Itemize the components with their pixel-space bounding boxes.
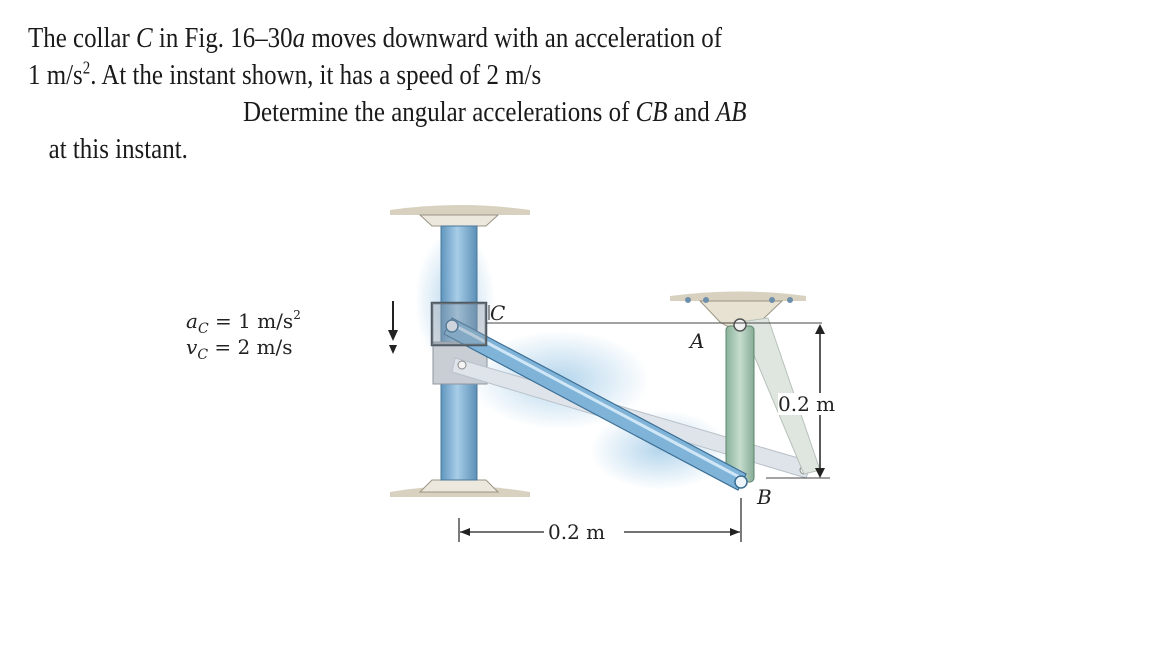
bottom-support-left xyxy=(390,480,530,497)
text-segment: 1 m/s xyxy=(28,59,83,91)
label-b: B xyxy=(757,485,772,509)
link-ab xyxy=(726,319,754,482)
label-a: A xyxy=(690,329,705,353)
text-segment: moves downward with an acceleration of xyxy=(305,22,723,54)
text-segment: in Fig. 16–30 xyxy=(152,22,293,54)
text-segment: and xyxy=(667,96,716,128)
superscript: 2 xyxy=(82,57,91,78)
velocity-label: $v_C = 2$ m/s xyxy=(186,335,293,363)
acceleration-arrowhead xyxy=(388,330,398,341)
variable-a: a xyxy=(292,22,306,54)
text-segment: . At the instant shown, it has a speed of 2 m/s xyxy=(90,59,542,91)
variable-ab: AB xyxy=(715,96,747,128)
dimension-horizontal-label: 0.2 m xyxy=(548,520,606,544)
variable-c: C xyxy=(136,22,153,54)
dimension-horizontal xyxy=(459,498,741,544)
velocity-arrowhead xyxy=(389,345,397,354)
top-support-left xyxy=(390,205,530,226)
text-segment: Determine the angular accelerations of xyxy=(243,96,636,128)
dimension-vertical xyxy=(778,324,868,478)
label-c: C xyxy=(490,301,506,325)
text-segment: The collar xyxy=(28,22,137,54)
dimension-vertical-label: 0.2 m xyxy=(778,392,836,416)
accel-label: $a_C = 1$ $m/s^2$ xyxy=(186,308,301,337)
variable-cb: CB xyxy=(635,96,668,128)
collar-c xyxy=(432,303,486,345)
velocity-acceleration-callout xyxy=(186,301,398,363)
problem-line-4: at this instant. xyxy=(48,133,188,165)
